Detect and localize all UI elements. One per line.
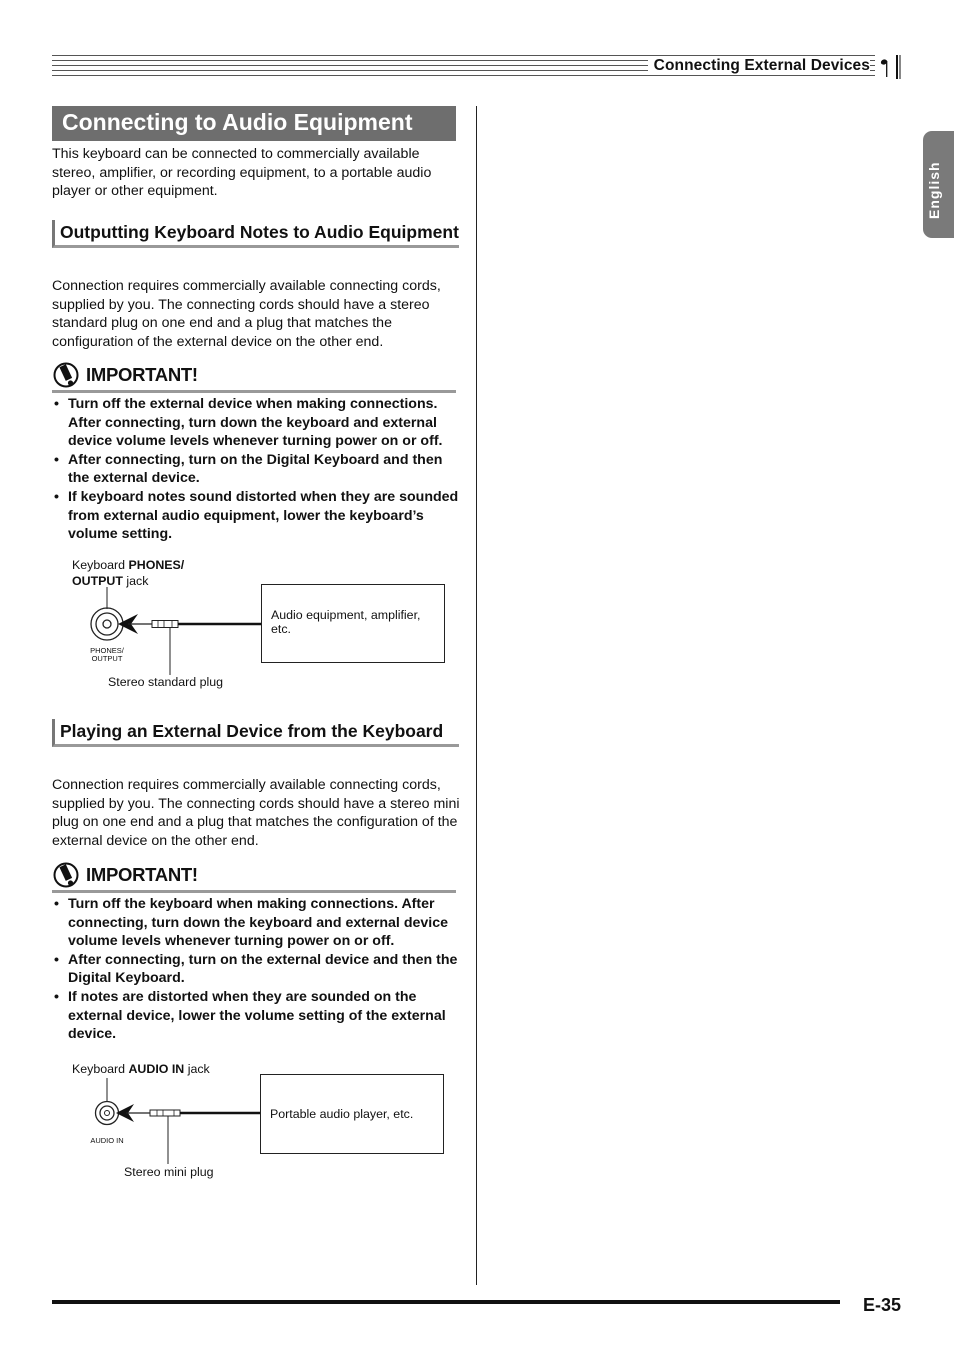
important-header-2 xyxy=(52,864,456,893)
language-tab[interactable] xyxy=(923,131,954,238)
important-label-1: IMPORTANT! xyxy=(86,364,198,385)
section-2-body: Connection requires commercially available connecting cords, supplied by you. The connecting cords should have a stereo mini plug on one end and a plug that matches the configuration of the external device on the other end. xyxy=(52,777,460,849)
list-item: • Turn off the external device when making connections. After connecting, turn down the keyboard and external device volume levels whenever turning power on or off. xyxy=(52,395,462,451)
list-item: • Turn off the keyboard when making connections. After connecting, turn down the keyboard and external device volume levels whenever turning power on or off. xyxy=(52,895,462,951)
list-item: • If notes are distorted when they are sounded on the external device, lower the volume setting of the external device. xyxy=(52,988,462,1044)
important-header-1 xyxy=(52,364,456,393)
diagram-2-device-label: Portable audio player, etc. xyxy=(270,1107,414,1121)
diagram-2-plug-label: Stereo mini plug xyxy=(124,1165,214,1179)
diagram-1-connection-drawing xyxy=(80,585,265,680)
warning-icon xyxy=(52,361,80,389)
page-title: Connecting to Audio Equipment xyxy=(62,109,413,135)
footer-rule xyxy=(52,1300,840,1304)
diagram-2-connection-drawing xyxy=(80,1076,265,1171)
section-1-body: Connection requires commercially available connecting cords, supplied by you. The connecting cords should have a stereo standard plug on one end and a plug that matches the configuration of the external device on the other end. xyxy=(52,278,441,350)
list-item: • After connecting, turn on the Digital Keyboard and then the external device. xyxy=(52,451,462,488)
column-divider xyxy=(476,106,477,1285)
important-list-2 xyxy=(52,895,462,1044)
warning-icon xyxy=(52,861,80,889)
language-tab-label: English xyxy=(926,161,942,219)
important-label-2: IMPORTANT! xyxy=(86,864,198,885)
important-list-1 xyxy=(52,395,462,544)
section-heading-1-text: Outputting Keyboard Notes to Audio Equipment xyxy=(60,222,459,242)
list-item: • If keyboard notes sound distorted when they are sounded from external audio equipment, lower the keyboard’s volume setting. xyxy=(52,488,462,544)
intro-paragraph: This keyboard can be connected to commercially available stereo, amplifier, or recording equipment, to a portable audio player or other equipment. xyxy=(52,146,432,200)
diagram-2-jack-marking: AUDIO IN xyxy=(90,1136,124,1145)
diagram-1-jack-label: Keyboard PHONES/ OUTPUT jack xyxy=(72,558,185,588)
list-item: • After connecting, turn on the external device and then the Digital Keyboard. xyxy=(52,951,462,988)
page-title-bar xyxy=(52,106,456,141)
section-heading-2-text: Playing an External Device from the Keyboard xyxy=(60,721,444,741)
diagram-2-jack-label: Keyboard AUDIO IN jack xyxy=(72,1062,210,1076)
section-heading-2 xyxy=(52,719,459,747)
diagram-2-device-box xyxy=(260,1074,444,1154)
page-number: E-35 xyxy=(863,1295,902,1315)
diagram-1-plug-label: Stereo standard plug xyxy=(108,675,224,689)
diagram-1-device-box xyxy=(261,584,445,663)
section-heading-1 xyxy=(52,220,459,248)
diagram-1-jack-marking: PHONES/ OUTPUT xyxy=(90,646,124,663)
header-section-title: Connecting External Devices xyxy=(648,57,870,75)
music-note-icon xyxy=(875,55,901,79)
diagram-1-device-label: Audio equipment, amplifier, etc. xyxy=(271,608,421,636)
